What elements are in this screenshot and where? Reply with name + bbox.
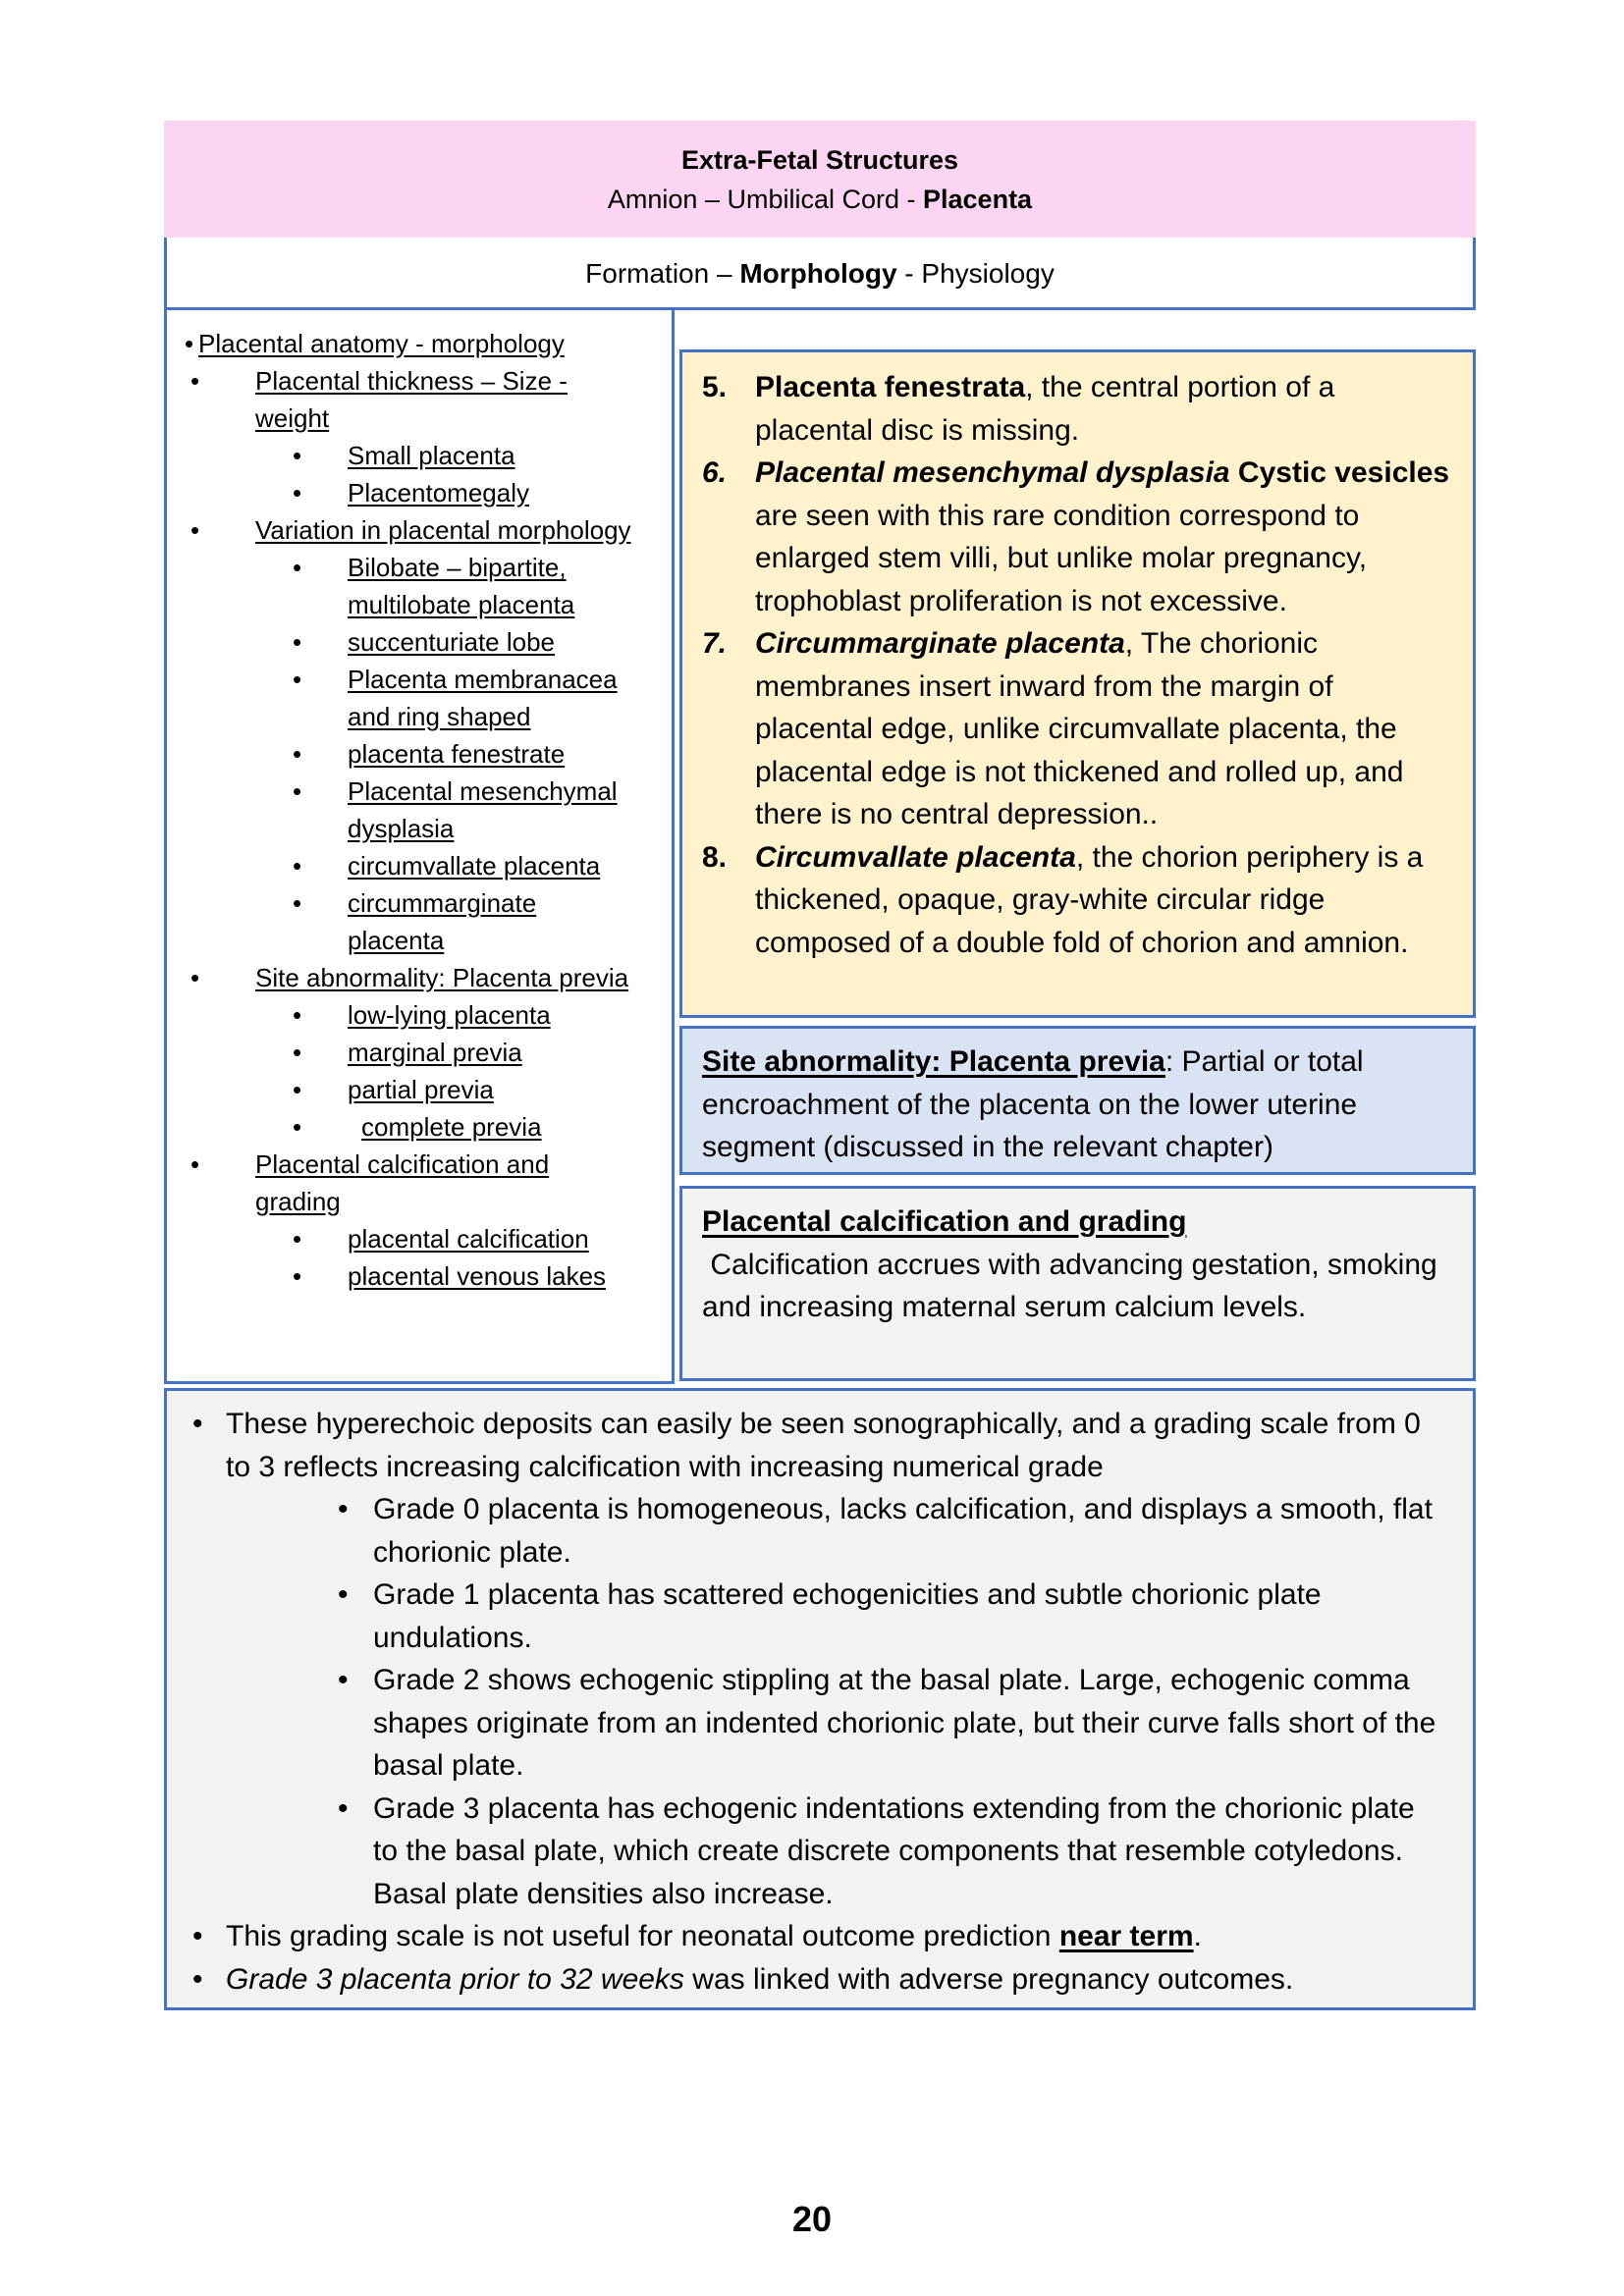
outline-item[interactable] xyxy=(167,1220,638,1257)
bullet-icon: • xyxy=(293,888,302,918)
grading-intro xyxy=(187,1403,1453,1915)
bullet-icon: • xyxy=(293,627,302,657)
chapter-header xyxy=(164,121,1476,239)
outline-item[interactable] xyxy=(167,1034,638,1071)
outline-link[interactable]: Small placenta xyxy=(348,441,515,470)
grading-box xyxy=(164,1388,1476,2010)
bullet-icon: • xyxy=(192,1962,203,1996)
item-number: 6. xyxy=(702,456,728,489)
variation-emphasis: Cystic vesicles xyxy=(1229,456,1450,489)
outline-item[interactable] xyxy=(167,1257,638,1295)
bullet-icon: • xyxy=(293,478,302,507)
variation-text: , The chorionic membranes insert inward from the margin of placental edge, unlike circumvallate placenta, the placental edge is not thickened and rolled up, and there is no central depression.. xyxy=(755,627,1404,830)
variation-item xyxy=(702,452,1453,622)
note-text: . xyxy=(1193,1920,1202,1952)
outline-item[interactable] xyxy=(167,661,638,735)
grade-item xyxy=(226,1488,1453,1574)
outline-link[interactable]: Placental calcification and grading xyxy=(255,1149,550,1216)
outline-item[interactable] xyxy=(167,1108,638,1146)
item-number: 7. xyxy=(702,627,728,660)
outline-link[interactable]: Placentomegaly xyxy=(348,478,529,507)
grading-note xyxy=(187,1958,1453,2002)
bullet-icon: • xyxy=(293,1261,302,1291)
variation-term: Placenta fenestrata xyxy=(755,371,1026,403)
outline-item[interactable] xyxy=(167,959,638,996)
bullet-icon: • xyxy=(192,1920,203,1952)
calcification-heading: Placental calcification and grading xyxy=(702,1205,1187,1238)
outline-item[interactable] xyxy=(167,847,638,884)
outline-item[interactable] xyxy=(167,549,638,623)
bullet-icon: • xyxy=(338,1664,349,1696)
outline-link[interactable]: Placental mesenchymal dysplasia xyxy=(348,776,618,843)
chapter-subtitle xyxy=(164,180,1476,219)
variation-term: Circumvallate placenta xyxy=(755,840,1076,874)
item-number: 5. xyxy=(702,371,728,403)
subheader-text: Formation – xyxy=(585,258,740,289)
calcification-box xyxy=(679,1186,1476,1381)
note-text: This grading scale is not useful for neonatal outcome prediction xyxy=(226,1920,1059,1952)
grade-text: Grade 2 shows echogenic stippling at the basal plate. Large, echogenic comma shapes originate from an indented chorionic plate, but their curve falls short of the basal plate. xyxy=(373,1664,1436,1782)
outline-link[interactable]: Site abnormality: Placenta previa xyxy=(255,963,629,992)
outline-link[interactable]: Placental thickness – Size - weight xyxy=(255,366,568,433)
outline-link[interactable]: partial previa xyxy=(348,1075,494,1104)
subtitle-emphasis: Placenta xyxy=(923,185,1033,214)
outline-link[interactable]: Placenta membranacea and ring shaped xyxy=(348,665,618,731)
bullet-icon: • xyxy=(293,1224,302,1254)
bullet-icon: • xyxy=(190,963,200,992)
outline-panel xyxy=(164,307,675,1384)
bullet-icon: • xyxy=(185,329,194,358)
bullet-icon: • xyxy=(293,776,302,806)
grading-note xyxy=(187,1915,1453,1958)
bullet-icon: • xyxy=(190,366,200,396)
morphology-variations-box xyxy=(679,349,1476,1018)
grade-item xyxy=(226,1659,1453,1788)
variation-term: Circummarginate placenta xyxy=(755,627,1125,660)
bullet-icon: • xyxy=(338,1578,349,1611)
bullet-icon: • xyxy=(293,851,302,881)
outline-link[interactable]: complete previa xyxy=(361,1112,542,1142)
outline-link[interactable]: succenturiate lobe xyxy=(348,627,556,657)
variation-item xyxy=(702,836,1453,965)
outline-link[interactable]: circummarginate placenta xyxy=(348,888,537,955)
page-number: 20 xyxy=(791,2199,833,2239)
bullet-icon: • xyxy=(192,1408,203,1440)
outline-item[interactable] xyxy=(167,474,638,511)
outline-link[interactable]: circumvallate placenta xyxy=(348,851,601,881)
placenta-previa-box xyxy=(679,1026,1476,1175)
outline-link[interactable]: Variation in placental morphology xyxy=(255,515,631,545)
section-subheader xyxy=(164,238,1476,310)
previa-heading: Site abnormality: Placenta previa xyxy=(702,1045,1165,1078)
subtitle-text: Amnion – Umbilical Cord - xyxy=(607,185,924,214)
outline-item[interactable] xyxy=(167,884,638,959)
calcification-text: Calcification accrues with advancing gestation, smoking and increasing maternal serum calcium levels. xyxy=(702,1248,1446,1323)
bullet-icon: • xyxy=(190,1149,200,1179)
variation-text: are seen with this rare condition correspond to enlarged stem villi, but unlike molar pregnancy, trophoblast proliferation is not excessive. xyxy=(755,499,1368,617)
outline-item[interactable] xyxy=(167,437,638,474)
variation-text: , the central portion of a placental disc is missing. xyxy=(755,371,1335,447)
outline-link[interactable]: marginal previa xyxy=(348,1038,522,1067)
outline-link[interactable]: low-lying placenta xyxy=(348,1000,551,1030)
grade-text: Grade 0 placenta is homogeneous, lacks calcification, and displays a smooth, flat chorionic plate. xyxy=(373,1493,1433,1569)
bullet-icon: • xyxy=(293,665,302,694)
grade-item xyxy=(226,1788,1453,1916)
outline-link[interactable]: Bilobate – bipartite, multilobate placenta xyxy=(348,553,575,619)
bullet-icon: • xyxy=(293,441,302,470)
bullet-icon: • xyxy=(293,739,302,769)
bullet-icon: • xyxy=(190,515,200,545)
outline-link[interactable]: placental calcification xyxy=(348,1224,589,1254)
outline-item[interactable] xyxy=(167,1146,638,1220)
bullet-icon: • xyxy=(293,553,302,582)
bullet-icon: • xyxy=(293,1075,302,1104)
bullet-icon: • xyxy=(293,1112,302,1142)
variation-term: Placental mesenchymal dysplasia xyxy=(755,456,1230,489)
variation-item xyxy=(702,622,1453,836)
grade-text: Grade 3 placenta has echogenic indentations extending from the chorionic plate to the basal plate, which create discrete components that resemble cotyledons. Basal plate densities also increase. xyxy=(373,1791,1415,1910)
outline-root[interactable] xyxy=(167,325,638,362)
outline-item[interactable] xyxy=(167,362,638,437)
note-text: was linked with adverse pregnancy outcomes. xyxy=(683,1962,1294,1996)
variation-text: , the chorion periphery is a thickened, opaque, gray-white circular ridge composed of a double fold of chorion and amnion. xyxy=(755,840,1424,959)
bullet-icon: • xyxy=(293,1000,302,1030)
note-italic: Grade 3 placenta prior to 32 weeks xyxy=(226,1962,684,1996)
outline-item[interactable] xyxy=(167,1071,638,1108)
outline-item[interactable] xyxy=(167,773,638,847)
outline-link[interactable]: placenta fenestrate xyxy=(348,739,566,769)
grade-item xyxy=(226,1574,1453,1659)
bullet-icon: • xyxy=(293,1038,302,1067)
grading-intro-text: These hyperechoic deposits can easily be seen sonographically, and a grading scale from 0 to 3 reflects increasing calcification with increasing numerical grade xyxy=(226,1408,1421,1483)
note-emphasis: near term xyxy=(1058,1920,1194,1952)
bullet-icon: • xyxy=(338,1493,349,1525)
outline-item[interactable] xyxy=(167,996,638,1034)
previa-text: : Partial or total encroachment of the placenta on the lower uterine segment (discussed in the relevant chapter) xyxy=(702,1045,1364,1163)
chapter-title: Extra-Fetal Structures xyxy=(680,145,959,175)
subheader-emphasis: Morphology xyxy=(739,258,897,289)
grade-text: Grade 1 placenta has scattered echogenicities and subtle chorionic plate undulations. xyxy=(373,1578,1322,1654)
outline-item[interactable] xyxy=(167,735,638,773)
bullet-icon: • xyxy=(338,1791,349,1825)
subheader-text: - Physiology xyxy=(896,258,1055,289)
item-number: 8. xyxy=(702,840,728,874)
outline-link[interactable]: placental venous lakes xyxy=(348,1261,607,1291)
variation-item xyxy=(702,366,1453,452)
outline-link[interactable]: Placental anatomy - morphology xyxy=(198,329,565,358)
outline-item[interactable] xyxy=(167,511,638,549)
outline-item[interactable] xyxy=(167,623,638,661)
